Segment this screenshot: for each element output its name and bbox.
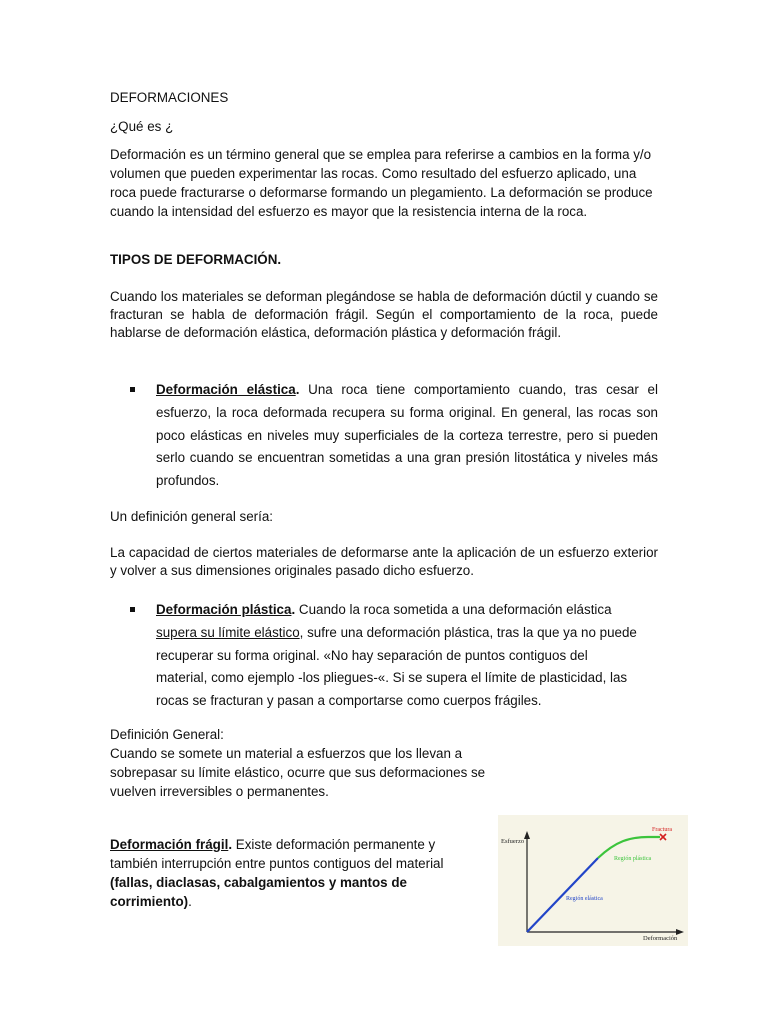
elastic-region-line bbox=[527, 858, 598, 932]
plastic-term-dot: . bbox=[291, 602, 296, 617]
elastic-list bbox=[130, 379, 658, 493]
x-axis-label: Deformación bbox=[643, 935, 678, 942]
plastic-text-b: , sufre una deformación plástica, tras la que ya no puede recuperar su forma original. «No hay separación de puntos contiguos del material, como ejemplo -los pliegues-«. Si se supera el límite de plasticidad, las rocas se fracturan y pasan a comportarse como cuerpos frágiles. bbox=[156, 624, 637, 709]
plastic-definition-label: Definición General: bbox=[110, 727, 224, 742]
plastic-list bbox=[130, 599, 640, 713]
fragile-paragraph bbox=[110, 835, 470, 911]
plastic-region-label: Región plástica bbox=[614, 856, 652, 862]
elastic-term-dot: . bbox=[295, 382, 300, 397]
diagram-svg bbox=[498, 815, 688, 946]
plastic-region-curve bbox=[598, 837, 660, 858]
plastic-term: Deformación plástica bbox=[156, 602, 292, 617]
fragile-end: . bbox=[188, 894, 192, 909]
document-title: DEFORMACIONES bbox=[110, 90, 229, 105]
stress-strain-diagram bbox=[498, 815, 688, 946]
types-intro-paragraph: Cuando los materiales se deforman plegándose se habla de deformación dúctil y cuando se fracturan se habla de deformación frágil. Según el comportamiento de la roca, puede hablarse de deformación elástica, deformación plástica y deformación frágil. bbox=[110, 289, 658, 340]
fragile-term-dot: . bbox=[228, 837, 233, 852]
general-definition-text: La capacidad de ciertos materiales de deformarse ante la aplicación de un esfuerzo exterior y volver a sus dimensiones originales pasado dicho esfuerzo. bbox=[110, 545, 658, 578]
types-heading: TIPOS DE DEFORMACIÓN. bbox=[110, 252, 282, 267]
plastic-definition-text: Cuando se somete un material a esfuerzos que los llevan a sobrepasar su límite elástico, ocurre que sus deformaciones se vuelven irreversibles o permanentes. bbox=[110, 746, 486, 799]
y-axis-arrow-icon bbox=[524, 831, 530, 839]
fracture-label: Fractura bbox=[652, 827, 672, 833]
elastic-limit-link[interactable]: supera su límite elástico bbox=[156, 624, 300, 640]
list-item-plastic bbox=[130, 599, 640, 713]
elastic-term: Deformación elástica bbox=[156, 382, 296, 397]
fragile-text: Existe deformación permanente y también interrupción entre puntos contiguos del material bbox=[110, 837, 444, 871]
elastic-text: Una roca tiene comportamiento cuando, tras cesar el esfuerzo, la roca deformada recupera su forma original. En general, las rocas son poco elásticas en niveles muy superficiales de la corteza terrestre, pero si pueden serlo cuando se encuentran sometidas a una gran presión litostática y niveles más profundos. bbox=[156, 382, 658, 489]
bullet-icon bbox=[130, 387, 135, 392]
general-definition-label: Un definición general sería: bbox=[110, 509, 274, 524]
elastic-region-label: Región elástica bbox=[566, 896, 603, 902]
list-item-elastic bbox=[130, 379, 658, 493]
intro-paragraph: Deformación es un término general que se emplea para referirse a cambios en la forma y/o volumen que pueden experimentar las rocas. Como resultado del esfuerzo aplicado, una roca puede fracturarse o deformarse formando un plegamiento. La deformación se produce cuando la intensidad del esfuerzo es mayor que la resistencia interna de la roca. bbox=[110, 147, 653, 219]
question-line: ¿Qué es ¿ bbox=[110, 119, 174, 134]
y-axis-label: Esfuerzo bbox=[501, 838, 525, 845]
bullet-icon bbox=[130, 607, 135, 612]
fragile-examples: (fallas, diaclasas, cabalgamientos y mantos de corrimiento) bbox=[110, 875, 407, 909]
plastic-text-a: Cuando la roca sometida a una deformación elástica bbox=[295, 602, 612, 617]
fragile-term: Deformación frágil bbox=[110, 837, 229, 852]
